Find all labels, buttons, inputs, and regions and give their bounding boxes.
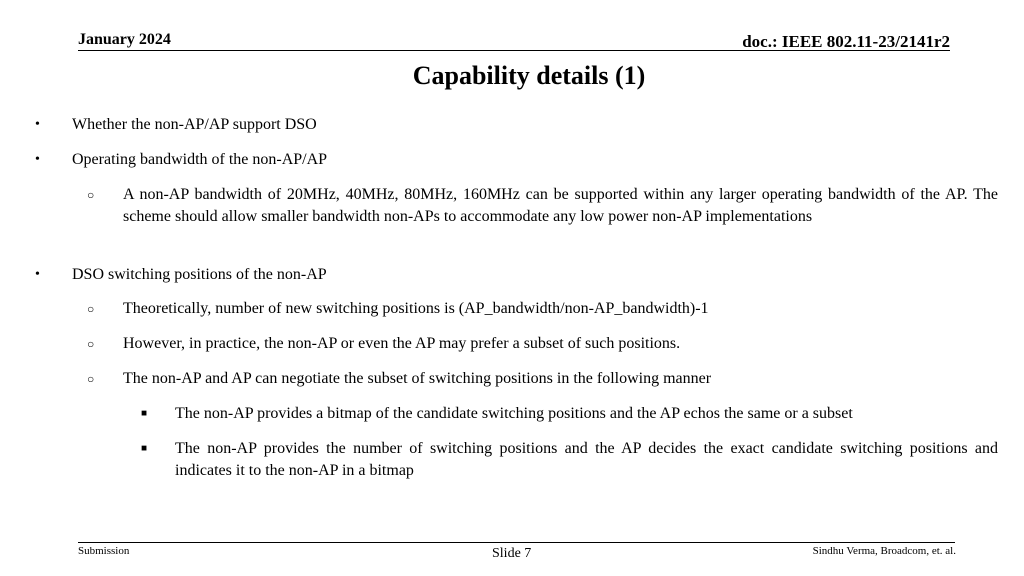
header-divider	[78, 50, 950, 51]
bullet-marker-l2: ○	[87, 188, 95, 202]
bullet-marker-l1: •	[35, 267, 40, 282]
footer-slide-number: Slide 7	[492, 546, 532, 561]
bullet-marker-l1: •	[35, 152, 40, 167]
bullet-item-l2: A non-AP bandwidth of 20MHz, 40MHz, 80MHz, 160MHz can be supported within any larger operating bandwidth of the AP. The scheme should allow smaller bandwidth non-APs to accommodate any low power non-AP implementations	[123, 186, 998, 225]
footer-submission: Submission	[78, 545, 130, 557]
bullet-item-l1: Whether the non-AP/AP support DSO	[72, 116, 317, 133]
bullet-marker-l2: ○	[87, 337, 95, 351]
bullet-item-l2: Theoretically, number of new switching positions is (AP_bandwidth/non-AP_bandwidth)-1	[123, 300, 709, 317]
footer-divider	[78, 542, 955, 543]
slide-title: Capability details (1)	[412, 61, 646, 90]
bullet-marker-l3: ■	[141, 408, 148, 419]
bullet-item-l3: The non-AP provides the number of switching positions and the AP decides the exact candidate switching positions and indicates it to the non-AP in a bitmap	[175, 440, 998, 479]
bullet-item-l3: The non-AP provides a bitmap of the candidate switching positions and the AP echos the same or a subset	[175, 405, 853, 422]
bullet-marker-l3: ■	[141, 443, 148, 454]
bullet-item-l2: The non-AP and AP can negotiate the subset of switching positions in the following manner	[123, 370, 712, 387]
footer-author: Sindhu Verma, Broadcom, et. al.	[812, 545, 956, 557]
bullet-item-l1: DSO switching positions of the non-AP	[72, 266, 327, 283]
bullet-marker-l1: •	[35, 117, 40, 132]
header-doc-id: doc.: IEEE 802.11-23/2141r2	[742, 32, 950, 51]
bullet-item-l2: However, in practice, the non-AP or even the AP may prefer a subset of such positions.	[123, 335, 681, 352]
header-date: January 2024	[78, 31, 171, 48]
bullet-item-l1: Operating bandwidth of the non-AP/AP	[72, 151, 328, 168]
bullet-marker-l2: ○	[87, 372, 95, 386]
bullet-marker-l2: ○	[87, 302, 95, 316]
